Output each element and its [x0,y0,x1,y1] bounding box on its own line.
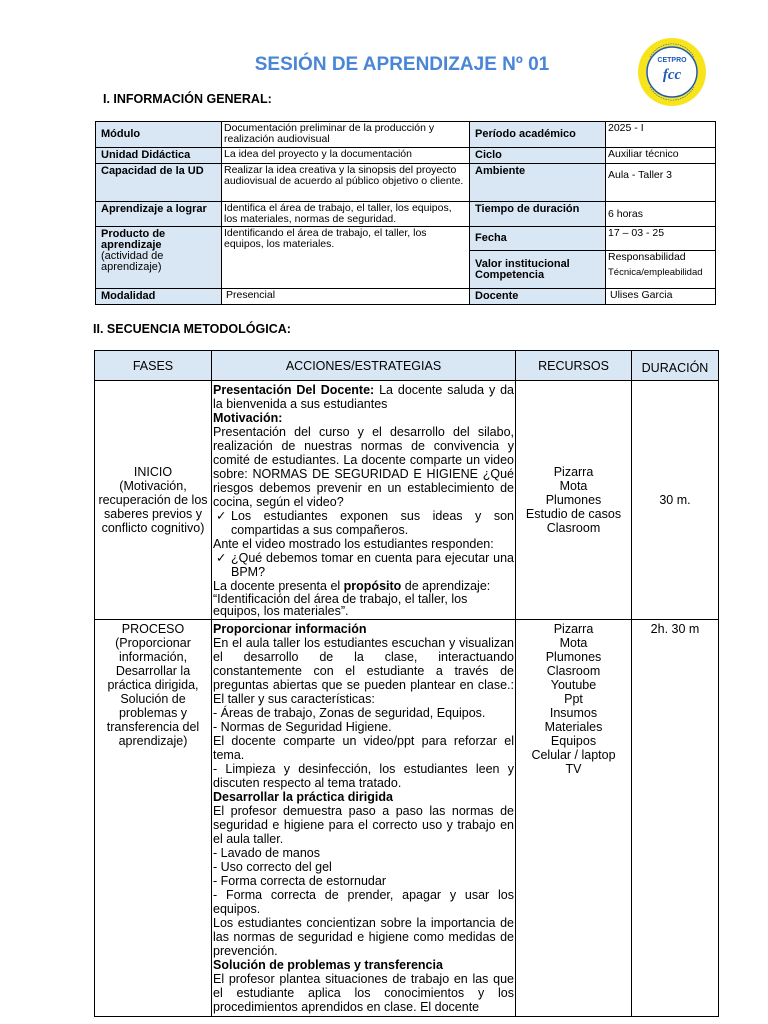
unidad-value: La idea del proyecto y la documentación [222,148,470,164]
resource-item: Pizarra [553,465,594,479]
inicio-p1-text: La docente saluda y da la bienvenida a sus estudiantes [213,383,514,411]
proceso-t9: - Forma correcta de estornudar [213,874,386,888]
modalidad-label: Modalidad [96,289,222,305]
header-recursos: RECURSOS [516,351,632,381]
cetpro-logo [636,37,708,107]
ambiente-label: Ambiente [470,164,606,202]
proceso-t5: - Limpieza y desinfección, los estudiantes leen y discuten respecto al tema tratado. [213,762,514,790]
proceso-t4: El docente comparte un video/ppt para reforzar el tema. [213,734,514,762]
resource-item: TV [565,762,582,776]
proceso-phase [95,620,212,1017]
capacidad-label: Capacidad de la UD [96,164,222,202]
inicio-name: INICIO [133,465,173,479]
inicio-resources [516,381,632,620]
docente-label: Docente [470,289,606,305]
periodo-value: 2025 - I [606,122,716,148]
resource-item: Clasroom [546,521,601,535]
valor-value-1: Responsabilidad [608,251,686,263]
proceso-h2: Desarrollar la práctica dirigida [213,790,393,804]
resource-item: Insumos [549,706,598,720]
resource-item: Mota [559,636,588,650]
section-sequence-heading: II. SECUENCIA METODOLÓGICA: [93,322,291,336]
producto-label: Producto de aprendizaje [101,228,166,251]
producto-value: Identificando el área de trabajo, el taller, los equipos, los materiales. [222,227,470,289]
proceso-t10: - Forma correcta de prender, apagar y usar los equipos. [213,888,514,916]
resource-item: Estudio de casos [525,507,622,521]
ambiente-value: Aula - Taller 3 [606,164,716,202]
inicio-p5-pre: La docente presenta el [213,579,344,593]
resource-item: Plumones [545,650,602,664]
capacidad-value: Realizar la idea creativa y la sinopsis del proyecto audiovisual de acuerdo al público objetivo o cliente. [222,164,470,202]
tiempo-value: 6 horas [606,202,716,227]
section-info-heading: I. INFORMACIÓN GENERAL: [103,92,272,106]
valor-value-cell [606,251,716,289]
periodo-label: Período académico [470,122,606,148]
inicio-check-2: ✓ ¿Qué debemos tomar en cuenta para ejecutar una BPM? [213,551,514,579]
modulo-value: Documentación preliminar de la producción y realización audiovisual [222,122,470,148]
inicio-p6: “Identificación del área de trabajo, el taller, los equipos, los materiales”. [213,592,468,618]
proceso-h3: Solución de problemas y transferencia [213,958,443,972]
fecha-value: 17 – 03 - 25 [606,227,716,251]
resource-item: Youtube [550,678,597,692]
proceso-t2: - Áreas de trabajo, Zonas de seguridad, Equipos. [213,706,486,720]
inicio-p2: Motivación: [213,411,283,425]
proceso-t7: - Lavado de manos [213,846,321,860]
resource-item: Plumones [545,493,602,507]
header-acciones: ACCIONES/ESTRATEGIAS [212,351,516,381]
proceso-name: PROCESO [121,622,185,636]
proceso-h1: Proporcionar información [213,622,367,636]
proceso-t3: - Normas de Seguridad Higiene. [213,720,392,734]
inicio-p4: Ante el video mostrado los estudiantes responden: [213,537,494,551]
resource-item: Equipos [550,734,597,748]
proceso-t11: Los estudiantes concientizan sobre la importancia de las normas de seguridad e higiene como medidas de prevención. [213,916,514,958]
inicio-duration: 30 m. [632,381,719,620]
inicio-p5-post: de aprendizaje: [401,579,491,593]
producto-cell [96,227,222,289]
general-info-table [95,121,716,305]
fecha-label: Fecha [470,227,606,251]
resource-item: Ppt [564,692,583,706]
logo-label: CETPRO [657,57,687,64]
aprendizaje-label: Aprendizaje a lograr [96,202,222,227]
inicio-p1-bold: Presentación Del Docente: [213,383,375,397]
modalidad-value: Presencial [222,289,470,305]
inicio-desc: (Motivación, recuperación de los saberes previos y conflicto cognitivo) [98,479,208,535]
ciclo-label: Ciclo [470,148,606,164]
resource-item: Pizarra [553,622,594,636]
aprendizaje-value: Identifica el área de trabajo, el taller, los equipos, los materiales, normas de seguridad. [222,202,470,227]
modulo-label: Módulo [96,122,222,148]
producto-sub: (actividad de aprendizaje) [101,250,164,273]
proceso-t12: El profesor plantea situaciones de trabajo en las que el estudiante aplica los conocimientos y los procedimientos aprendidos en clase. El docente [213,972,514,1014]
proceso-duration: 2h. 30 m [632,620,719,1017]
inicio-p5-bold: propósito [343,579,402,593]
proceso-actions [212,620,516,1017]
svg-text:fcc: fcc [662,67,682,83]
proceso-t6: El profesor demuestra paso a paso las normas de seguridad e higiene para el correcto uso y trabajo en el aula taller. [213,804,514,846]
tiempo-label: Tiempo de duración [470,202,606,227]
proceso-desc: (Proporcionar información, Desarrollar la práctica dirigida, Solución de problemas y transferencia del aprendizaje) [106,636,200,748]
methodology-table [94,350,719,1017]
proceso-t1: En el aula taller los estudiantes escuchan y visualizan el desarrollo de la clase, interactuando constantemente con el estudiante a través de preguntas abiertas que se pueden plantear en clase.: El taller y sus características: [213,636,514,706]
proceso-resources [516,620,632,1017]
inicio-p3: Presentación del curso y el desarrollo del silabo, realización de nuestras normas de convivencia y comité de estudiantes. La docente comparte un video sobre: NORMAS DE SEGURIDAD E HIGIENE ¿Qué riesgos debemos prevenir en un establecimiento de cocina, según el video? [213,425,514,509]
inicio-phase [95,381,212,620]
inicio-check-1: ✓ Los estudiantes exponen sus ideas y son compartidas a sus compañeros. [213,509,514,537]
resource-item: Clasroom [546,664,601,678]
ciclo-value: Auxiliar técnico [606,148,716,164]
resource-item: Celular / laptop [531,748,616,762]
resource-item: Materiales [544,720,603,734]
header-fases: FASES [95,351,212,381]
header-duracion: DURACIÓN [632,351,719,381]
unidad-label: Unidad Didáctica [96,148,222,164]
valor-value-2: Técnica/empleabilidad [608,267,703,278]
proceso-t8: - Uso correcto del gel [213,860,332,874]
resource-item: Mota [559,479,588,493]
valor-label: Valor institucional Competencia [470,251,606,289]
page-title: SESIÓN DE APRENDIZAJE Nº 01 [254,54,550,75]
docente-value: Ulises Garcia [606,289,716,305]
inicio-actions [212,381,516,620]
